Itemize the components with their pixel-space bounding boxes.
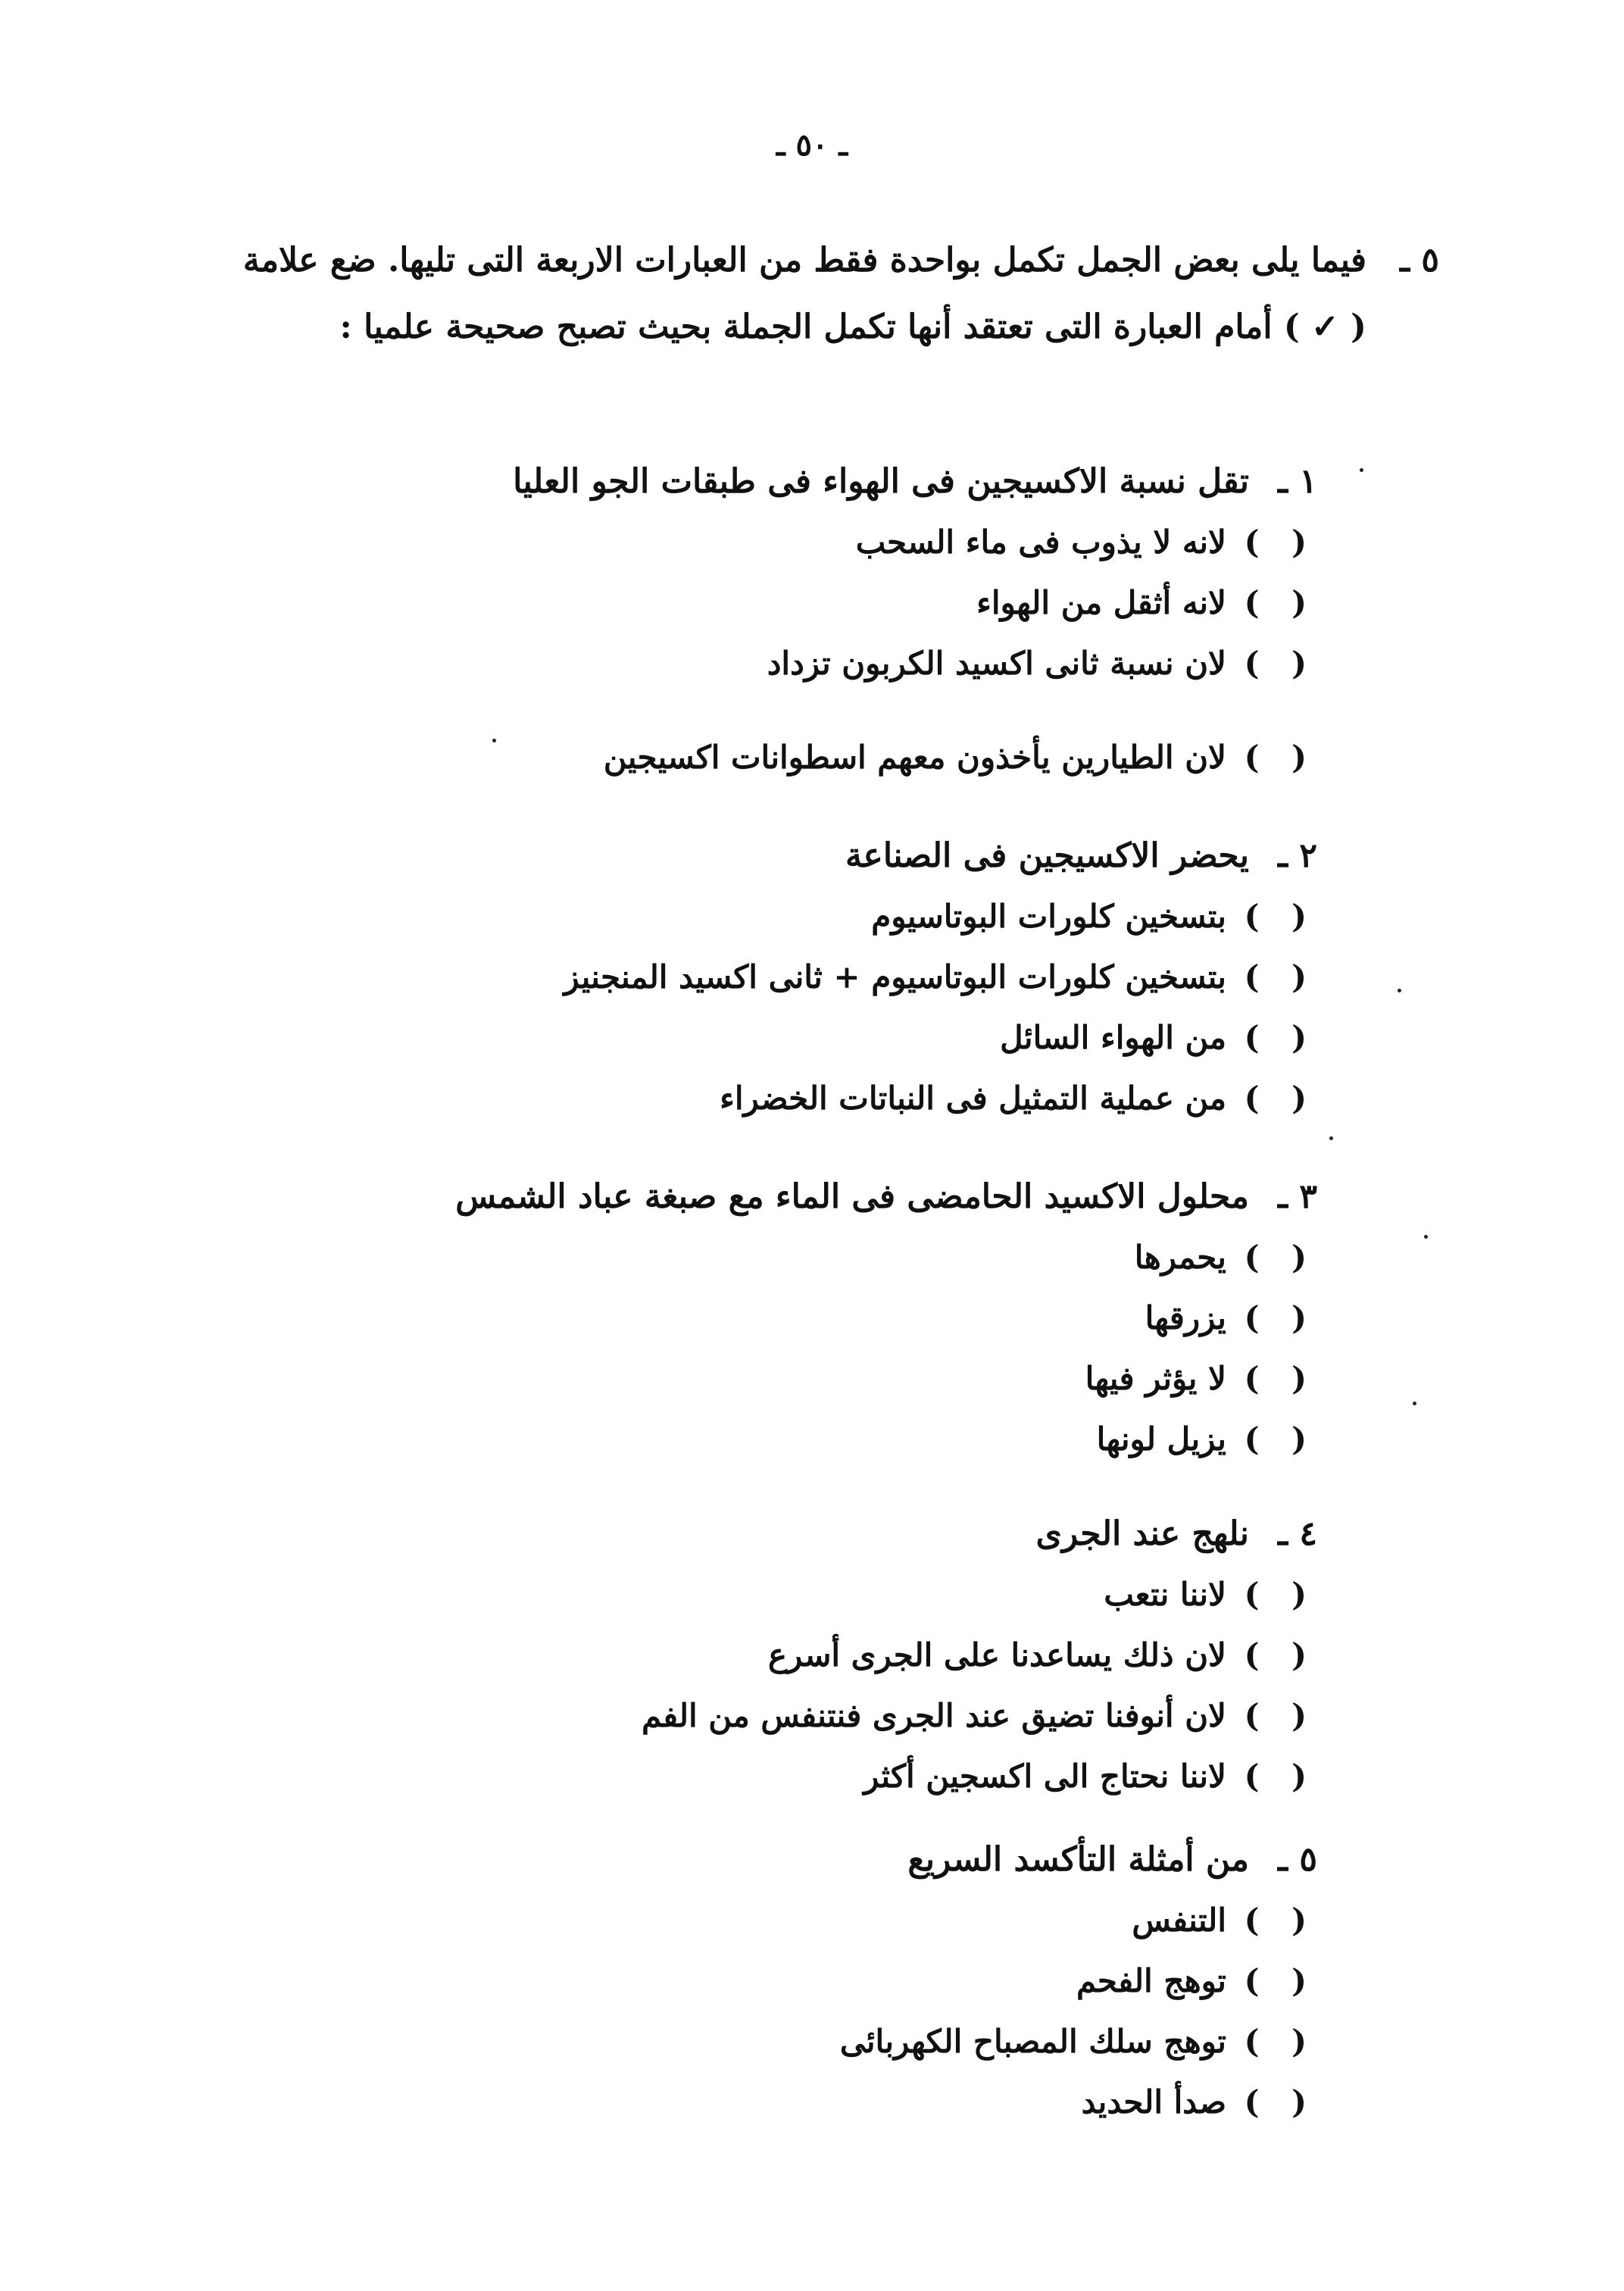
scan-speck (1329, 1136, 1333, 1140)
option-text: لاننا نحتاج الى اكسجين أكثر (864, 1758, 1226, 1795)
answer-checkbox[interactable]: ( ) (1244, 739, 1317, 776)
question-3 (257, 1167, 1317, 1470)
question-number: ٥ ـ (1278, 1840, 1317, 1879)
question-1 (257, 452, 1317, 788)
option-item[interactable] (257, 2072, 1317, 2133)
answer-checkbox[interactable]: ( ) (1244, 1019, 1317, 1056)
answer-checkbox[interactable]: ( ) (1244, 898, 1317, 935)
answer-checkbox[interactable]: ( ) (1244, 1902, 1317, 1939)
scan-speck (1398, 989, 1401, 992)
question-text: تقل نسبة الاكسيجين فى الهواء فى طبقات الجو العليا (513, 462, 1249, 501)
answer-checkbox[interactable]: ( ) (1244, 1636, 1317, 1674)
option-item[interactable] (257, 1625, 1317, 1686)
question-stem (257, 1504, 1317, 1564)
option-text: لان أنوفنا تضيق عند الجرى فنتنفس من الفم (642, 1697, 1226, 1734)
option-item[interactable] (257, 947, 1317, 1008)
option-text: من عملية التمثيل فى النباتات الخضراء (720, 1080, 1226, 1117)
option-item[interactable] (257, 1409, 1317, 1470)
option-text: بتسخين كلورات البوتاسيوم + ثانى اكسيد المنجنيز (564, 958, 1226, 995)
option-item[interactable] (257, 1746, 1317, 1807)
question-2 (257, 826, 1317, 1129)
answer-checkbox[interactable]: ( ) (1244, 2023, 1317, 2060)
question-number: ٣ ـ (1278, 1177, 1317, 1216)
option-text: لانه لا يذوب فى ماء السحب (855, 524, 1226, 561)
exercise-number: ٥ ـ (1400, 241, 1439, 280)
option-text: يزرقها (1145, 1299, 1226, 1336)
answer-checkbox[interactable]: ( ) (1244, 1962, 1317, 1999)
answer-checkbox[interactable]: ( ) (1244, 2083, 1317, 2121)
question-number: ١ ـ (1278, 462, 1317, 501)
options-list (257, 1890, 1317, 2133)
scan-speck (1413, 1402, 1416, 1405)
option-item[interactable] (257, 1227, 1317, 1288)
answer-checkbox[interactable]: ( ) (1244, 1697, 1317, 1734)
option-text: لا يؤثر فيها (1085, 1360, 1226, 1397)
option-item[interactable] (257, 727, 1317, 788)
options-list (257, 1227, 1317, 1470)
question-5 (257, 1830, 1317, 2133)
answer-checkbox[interactable]: ( ) (1244, 645, 1317, 682)
option-item[interactable] (257, 1951, 1317, 2011)
option-text: يحمرها (1134, 1239, 1226, 1276)
instructions-text: فيما يلى بعض الجمل تكمل بواحدة فقط من العبارات الاربعة التى تليها. ضع علامة ( ✓ ) أمام العبارة التى تعتقد أنها تكمل الجملة بحيث تصبح صحيحة علميا : (242, 241, 1366, 346)
option-text: بتسخين كلورات البوتاسيوم (871, 898, 1226, 935)
answer-checkbox[interactable]: ( ) (1244, 584, 1317, 621)
question-stem (257, 1830, 1317, 1890)
answer-checkbox[interactable]: ( ) (1244, 1360, 1317, 1397)
option-item[interactable] (257, 1890, 1317, 1951)
question-stem (257, 826, 1317, 886)
question-stem (257, 452, 1317, 512)
option-item[interactable] (257, 1068, 1317, 1129)
option-item[interactable] (257, 2011, 1317, 2072)
option-text: لاننا نتعب (1104, 1576, 1226, 1613)
option-text: لان نسبة ثانى اكسيد الكربون تزداد (767, 645, 1226, 682)
answer-checkbox[interactable]: ( ) (1244, 958, 1317, 995)
options-list (257, 512, 1317, 788)
answer-checkbox[interactable]: ( ) (1244, 1421, 1317, 1458)
option-text: التنفس (1132, 1902, 1226, 1939)
option-item[interactable] (257, 1008, 1317, 1068)
answer-checkbox[interactable]: ( ) (1244, 524, 1317, 561)
option-text: يزيل لونها (1096, 1421, 1226, 1458)
option-text: من الهواء السائل (1000, 1019, 1226, 1056)
scan-speck (1424, 1235, 1428, 1239)
option-item[interactable] (257, 1349, 1317, 1409)
scan-speck (1360, 468, 1363, 472)
exercise-instructions (230, 227, 1439, 361)
scan-speck (492, 739, 496, 742)
option-text: لان الطيارين يأخذون معهم اسطوانات اكسيجين (603, 739, 1226, 776)
page-number: ـ ٥٠ ـ (776, 127, 848, 163)
question-text: نلهج عند الجرى (1035, 1514, 1249, 1553)
option-item[interactable] (257, 1288, 1317, 1349)
answer-checkbox[interactable]: ( ) (1244, 1576, 1317, 1613)
options-list (257, 1564, 1317, 1807)
option-text: لانه أثقل من الهواء (976, 584, 1226, 621)
answer-checkbox[interactable]: ( ) (1244, 1299, 1317, 1336)
option-item[interactable] (257, 512, 1317, 573)
option-item[interactable] (257, 633, 1317, 694)
question-stem (257, 1167, 1317, 1227)
option-item[interactable] (257, 886, 1317, 947)
option-text: توهج سلك المصباح الكهربائى (839, 2023, 1226, 2060)
options-list (257, 886, 1317, 1129)
option-text: صدأ الحديد (1081, 2083, 1226, 2121)
question-text: يحضر الاكسيجين فى الصناعة (845, 836, 1249, 875)
question-4 (257, 1504, 1317, 1807)
question-text: محلول الاكسيد الحامضى فى الماء مع صبغة عباد الشمس (455, 1177, 1249, 1216)
option-text: لان ذلك يساعدنا على الجرى أسرع (767, 1636, 1226, 1674)
question-number: ٢ ـ (1278, 836, 1317, 875)
option-item[interactable] (257, 1564, 1317, 1625)
answer-checkbox[interactable]: ( ) (1244, 1758, 1317, 1795)
option-item[interactable] (257, 573, 1317, 633)
question-text: من أمثلة التأكسد السريع (907, 1840, 1249, 1879)
option-text: توهج الفحم (1076, 1962, 1226, 1999)
question-number: ٤ ـ (1278, 1514, 1317, 1553)
answer-checkbox[interactable]: ( ) (1244, 1239, 1317, 1276)
answer-checkbox[interactable]: ( ) (1244, 1080, 1317, 1117)
option-item[interactable] (257, 1686, 1317, 1746)
